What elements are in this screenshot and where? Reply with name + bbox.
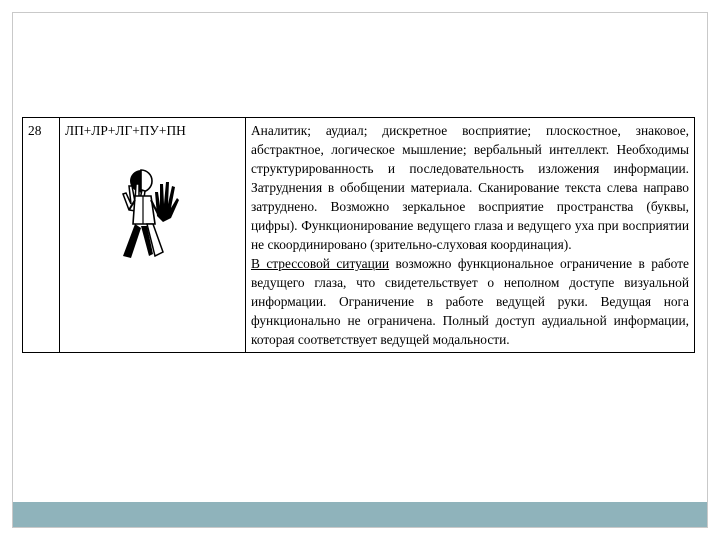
table-row — [23, 118, 695, 353]
description-paragraph-2 — [251, 254, 689, 349]
row-number: 28 — [28, 123, 42, 138]
profile-code-cell — [60, 118, 246, 353]
description-paragraph-1: Аналитик; аудиал; дискретное восприятие; плоскостное, знаковое, абстрактное, логическое мышление; вербальный интеллект. Необходимы структурированность и последовательность изложения информации. Затруднения в обобщении материала. Сканирование текста слева направо затруднено. Возможно зеркальное восприятие пространства (буквы, цифры). Функционирование ведущего глаза и ведущего уха при восприятии не скоординировано (зрительно-слуховая координация). — [251, 123, 689, 252]
description-cell — [246, 118, 695, 353]
profile-code: ЛП+ЛР+ЛГ+ПУ+ПН — [65, 123, 186, 138]
row-number-cell — [23, 118, 60, 353]
profile-table — [22, 117, 695, 353]
footer-bar — [13, 502, 707, 527]
stress-situation-label: В стрессовой ситуации — [251, 256, 390, 271]
stress-situation-text: возможно функциональное ограничение в работе ведущего глаза, что свидетельствует о неполном доступе визуальной информации. Ограничение в работе ведущей руки. Ведущая нога функционально не ограничена. Полный доступ аудиальной информации, которая соответствует ведущей модальности. — [251, 256, 689, 347]
lateral-profile-figure-icon — [111, 164, 191, 259]
